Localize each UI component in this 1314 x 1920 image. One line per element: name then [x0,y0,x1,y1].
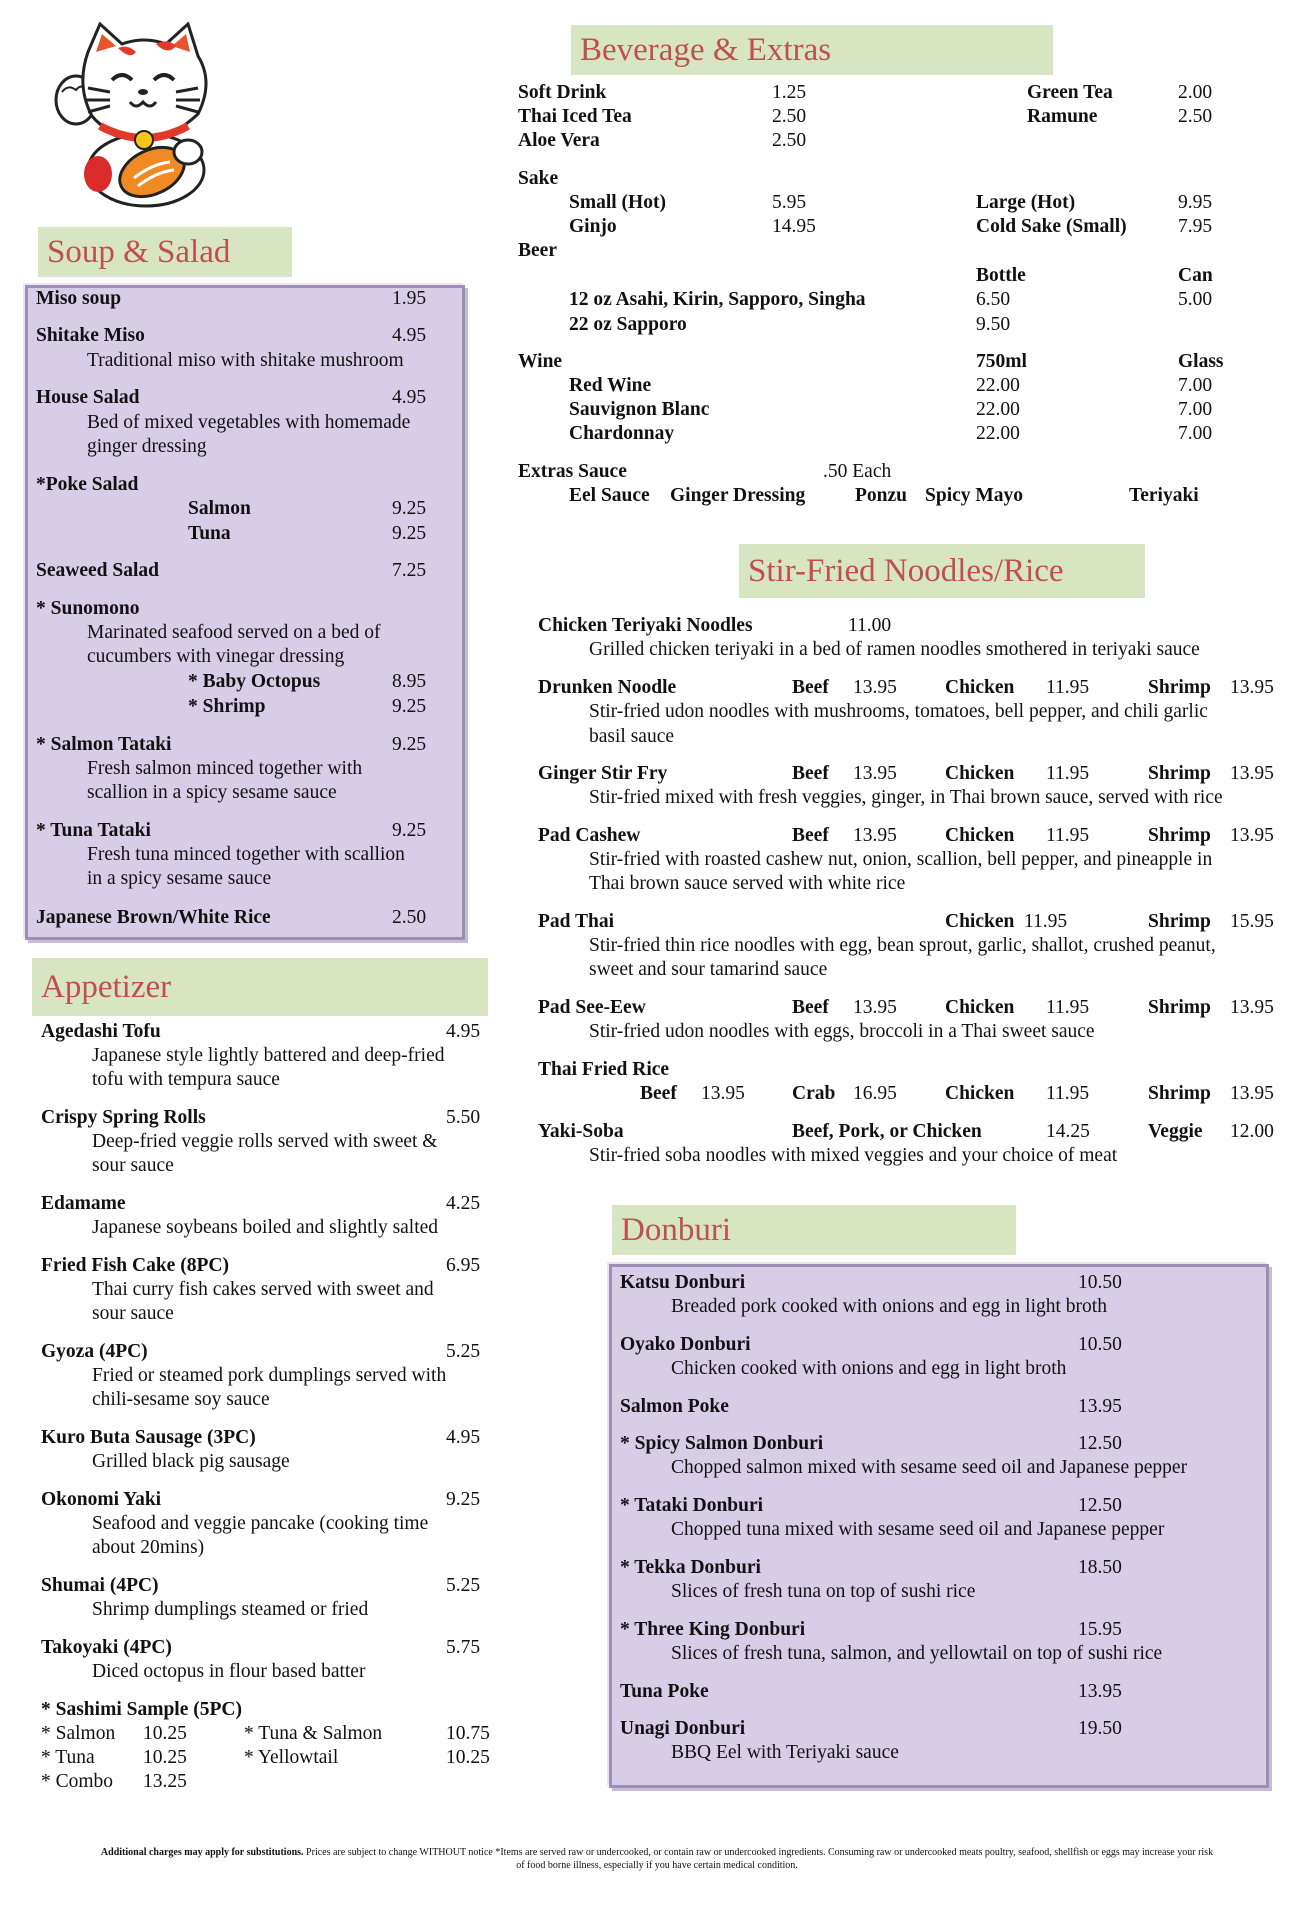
menu-item-desc: sweet and sour tamarind sauce [589,959,828,980]
menu-item-price: 10.75 [446,1723,490,1744]
column-header: Glass [1178,351,1224,372]
menu-item-price: 4.95 [392,325,427,346]
menu-item-price: 11.95 [1046,997,1090,1018]
menu-item-desc: ginger dressing [87,436,207,457]
menu-item-option: * Shrimp [188,696,266,717]
menu-item-name: House Salad [36,387,140,408]
menu-item-price: 15.95 [1230,911,1274,932]
menu-item-price: 9.25 [392,696,427,717]
menu-item-option: * Yellowtail [244,1747,339,1768]
menu-item-price: 13.95 [1230,997,1274,1018]
section-label: Extras Sauce [518,461,627,482]
menu-item-desc: Traditional miso with shitake mushroom [87,350,404,371]
menu-item-name: * Tekka Donburi [620,1557,761,1578]
protein-label: Chicken [945,677,1015,698]
menu-item-desc: Chicken cooked with onions and egg in light broth [671,1358,1067,1379]
menu-item-price: 11.95 [1046,825,1090,846]
menu-item-desc: Diced octopus in flour based batter [92,1661,366,1682]
menu-item-name: Small (Hot) [569,192,666,213]
protein-label: Beef, Pork, or Chicken [792,1121,982,1142]
lucky-cat-icon [48,22,224,212]
menu-item-desc: Breaded pork cooked with onions and egg in light broth [671,1296,1107,1317]
menu-item-desc: Chopped tuna mixed with sesame seed oil and Japanese pepper [671,1519,1165,1540]
menu-item-price: 11.95 [1046,763,1090,784]
menu-item-name: Fried Fish Cake (8PC) [41,1255,229,1276]
menu-item-name: Seaweed Salad [36,560,159,581]
menu-item-price: 22.00 [976,375,1020,396]
menu-item-price: 5.25 [446,1575,481,1596]
menu-item-name: Drunken Noodle [538,677,677,698]
menu-item-desc: basil sauce [589,726,675,747]
menu-item-desc: Shrimp dumplings steamed or fried [92,1599,369,1620]
menu-item-name: * Tuna Tataki [36,820,151,841]
menu-item-name: Green Tea [1027,82,1113,103]
menu-item-name: Large (Hot) [976,192,1076,213]
menu-item-price: 12.50 [1078,1495,1122,1516]
menu-item-name: Kuro Buta Sausage (3PC) [41,1427,256,1448]
menu-item-desc: Japanese soybeans boiled and slightly salted [92,1217,439,1238]
menu-item-desc: Stir-fried udon noodles with mushrooms, tomatoes, bell pepper, and chili garlic [589,701,1208,722]
protein-label: Chicken [945,763,1015,784]
menu-item-price: 14.95 [772,216,816,237]
footer-text: Prices are subject to change WITHOUT notice *Items are served raw or undercooked, or contain raw or undercooked ingredients. Consuming raw or undercooked meats poultry, seafood, shellfish or eggs may increase your risk [303,1847,1214,1858]
menu-item-price: 9.25 [392,734,427,755]
menu-item-desc: Stir-fried mixed with fresh veggies, ginger, in Thai brown sauce, served with rice [589,787,1223,808]
menu-item-desc: Bed of mixed vegetables with homemade [87,412,411,433]
menu-item-name: * Tataki Donburi [620,1495,764,1516]
footer-disclaimer [0,1846,1314,1872]
menu-item-name: Gyoza (4PC) [41,1341,148,1362]
menu-item-name: * Three King Donburi [620,1619,806,1640]
menu-item-desc: Slices of fresh tuna on top of sushi rice [671,1581,976,1602]
protein-label: Beef [792,997,829,1018]
menu-item-price: 11.95 [1046,1083,1090,1104]
section-label: Wine [518,351,563,372]
menu-item-desc: Seafood and veggie pancake (cooking time [92,1513,429,1534]
menu-item-price: 9.25 [392,523,427,544]
menu-item-name: Oyako Donburi [620,1334,751,1355]
menu-item-price: 13.95 [1230,1083,1274,1104]
menu-item-name: Tuna Poke [620,1681,709,1702]
menu-item-price: 12.00 [1230,1121,1274,1142]
protein-label: Shrimp [1148,825,1211,846]
menu-item-name: 22 oz Sapporo [569,314,687,335]
sauce-item: Eel Sauce [569,485,650,506]
menu-item-price: 4.25 [446,1193,481,1214]
menu-item-desc: Thai brown sauce served with white rice [589,873,906,894]
menu-item-option: Salmon [188,498,251,519]
menu-item-price: 7.00 [1178,399,1213,420]
protein-label: Chicken [945,997,1015,1018]
menu-item-name: Salmon Poke [620,1396,729,1417]
menu-item-price: 13.95 [853,825,897,846]
protein-label: Beef [792,825,829,846]
menu-item-desc: Stir-fried soba noodles with mixed veggies and your choice of meat [589,1145,1118,1166]
menu-item-name: Shumai (4PC) [41,1575,159,1596]
menu-item-price: 13.95 [853,677,897,698]
menu-item-name: Chicken Teriyaki Noodles [538,615,753,636]
column-header: Bottle [976,265,1026,286]
menu-item-price: 10.25 [143,1747,187,1768]
menu-item-desc: chili-sesame soy sauce [92,1389,270,1410]
menu-item-name: Edamame [41,1193,126,1214]
menu-item-price: 2.50 [772,106,807,127]
menu-item-name: *Poke Salad [36,474,139,495]
menu-item-name: Okonomi Yaki [41,1489,162,1510]
sauce-item: Ponzu [855,485,908,506]
protein-label: Veggie [1148,1121,1203,1142]
sauce-item: Teriyaki [1129,485,1199,506]
menu-item-price: 11.00 [848,615,892,636]
menu-item-name: Chardonnay [569,423,675,444]
menu-item-price: 8.95 [392,671,427,692]
menu-item-name: * Salmon Tataki [36,734,172,755]
menu-item-price: 10.25 [446,1747,490,1768]
menu-item-name: Japanese Brown/White Rice [36,907,271,928]
menu-item-price: 13.95 [1230,677,1274,698]
menu-item-name: Crispy Spring Rolls [41,1107,206,1128]
menu-item-desc: Fresh salmon minced together with [87,758,363,779]
menu-item-desc: Slices of fresh tuna, salmon, and yellowtail on top of sushi rice [671,1643,1163,1664]
footer-line-1 [0,1846,1314,1859]
menu-item-desc: Stir-fried udon noodles with eggs, broccoli in a Thai sweet sauce [589,1021,1095,1042]
protein-label: Beef [792,677,829,698]
menu-item-price: 13.95 [1230,825,1274,846]
appetizer-header: Appetizer [32,958,488,1016]
menu-item-price: 10.25 [143,1723,187,1744]
menu-item-price: 13.95 [1078,1681,1122,1702]
menu-item-price: 9.25 [392,498,427,519]
menu-item-name: Sauvignon Blanc [569,399,710,420]
menu-item-price: 1.95 [392,288,427,309]
protein-label: Crab [792,1083,836,1104]
menu-item-price: 14.25 [1046,1121,1090,1142]
menu-item-desc: Grilled chicken teriyaki in a bed of ramen noodles smothered in teriyaki sauce [589,639,1200,660]
menu-item-name: Thai Iced Tea [518,106,632,127]
menu-item-price: 9.50 [976,314,1011,335]
menu-item-price: 15.95 [1078,1619,1122,1640]
menu-item-desc: scallion in a spicy sesame sauce [87,782,337,803]
menu-item-name: Ginjo [569,216,617,237]
menu-item-desc: Grilled black pig sausage [92,1451,290,1472]
menu-item-name: Katsu Donburi [620,1272,746,1293]
sauce-item: Spicy Mayo [925,485,1024,506]
menu-item-price: 6.50 [976,289,1011,310]
menu-item-price: 13.95 [853,763,897,784]
menu-item-price: 10.50 [1078,1334,1122,1355]
menu-item-price: 2.00 [1178,82,1213,103]
menu-item-desc: sour sauce [92,1155,174,1176]
menu-item-desc: Thai curry fish cakes served with sweet and [92,1279,434,1300]
footer-bold: Additional charges may apply for substitutions. [100,1847,304,1858]
menu-item-name: 12 oz Asahi, Kirin, Sapporo, Singha [569,289,866,310]
menu-item-price: 5.25 [446,1341,481,1362]
menu-item-name: * Sashimi Sample (5PC) [41,1699,242,1720]
section-label: Sake [518,168,559,189]
menu-item-option: Tuna [188,523,231,544]
soup-salad-header: Soup & Salad [38,227,292,277]
menu-item-name: Agedashi Tofu [41,1021,161,1042]
menu-item-name: Shitake Miso [36,325,145,346]
menu-item-option: * Baby Octopus [188,671,321,692]
menu-item-desc: Marinated seafood served on a bed of [87,622,381,643]
column-header: Can [1178,265,1213,286]
protein-label: Shrimp [1148,677,1211,698]
menu-item-price: 2.50 [392,907,427,928]
menu-item-desc: Fresh tuna minced together with scallion [87,844,405,865]
menu-item-desc: cucumbers with vinegar dressing [87,646,345,667]
menu-item-price: 7.95 [1178,216,1213,237]
menu-item-name: Ginger Stir Fry [538,763,668,784]
menu-item-name: Aloe Vera [518,130,600,151]
noodles-header: Stir-Fried Noodles/Rice [739,544,1145,598]
menu-item-price: 5.95 [772,192,807,213]
menu-item-option: * Salmon [41,1723,116,1744]
section-label: Beer [518,240,557,261]
menu-item-desc: Stir-fried thin rice noodles with egg, bean sprout, garlic, shallot, crushed peanut, [589,935,1216,956]
footer-line-2: of food borne illness, especially if you have certain medical condition. [516,1860,798,1871]
protein-label: Chicken [945,911,1015,932]
menu-item-price: 7.00 [1178,375,1213,396]
menu-item-name: Thai Fried Rice [538,1059,670,1080]
menu-item-desc: tofu with tempura sauce [92,1069,280,1090]
menu-item-desc: Chopped salmon mixed with sesame seed oil and Japanese pepper [671,1457,1188,1478]
menu-item-name: Miso soup [36,288,122,309]
column-header: 750ml [976,351,1027,372]
menu-item-price: 22.00 [976,399,1020,420]
menu-item-price: 2.50 [772,130,807,151]
menu-item-price: 18.50 [1078,1557,1122,1578]
protein-label: Beef [640,1083,677,1104]
menu-item-price: 1.25 [772,82,807,103]
menu-item-price: 7.00 [1178,423,1213,444]
protein-label: Chicken [945,825,1015,846]
menu-item-option: * Combo [41,1771,114,1792]
protein-label: Shrimp [1148,763,1211,784]
menu-item-price: 10.50 [1078,1272,1122,1293]
menu-item-price: 5.50 [446,1107,481,1128]
menu-item-price: 9.95 [1178,192,1213,213]
protein-label: Shrimp [1148,997,1211,1018]
menu-item-desc: in a spicy sesame sauce [87,868,272,889]
menu-item-price: 22.00 [976,423,1020,444]
menu-item-desc: Fried or steamed pork dumplings served with [92,1365,447,1386]
menu-item-price: 16.95 [853,1083,897,1104]
menu-item-name: Soft Drink [518,82,607,103]
menu-item-price: 13.95 [1078,1396,1122,1417]
menu-item-name: Ramune [1027,106,1098,127]
menu-item-desc: Stir-fried with roasted cashew nut, onion, scallion, bell pepper, and pineapple in [589,849,1213,870]
menu-item-price: 4.95 [446,1021,481,1042]
donburi-header: Donburi [612,1205,1016,1255]
menu-item-price: 19.50 [1078,1718,1122,1739]
menu-item-name: Pad See-Eew [538,997,646,1018]
protein-label: Shrimp [1148,1083,1211,1104]
menu-item-option: * Tuna [41,1747,95,1768]
menu-item-option: * Tuna & Salmon [244,1723,383,1744]
protein-label: Chicken [945,1083,1015,1104]
menu-item-price: 5.75 [446,1637,481,1658]
beverage-header: Beverage & Extras [571,25,1053,75]
menu-item-price: 4.95 [446,1427,481,1448]
menu-item-name: Unagi Donburi [620,1718,746,1739]
menu-item-name: Yaki-Soba [538,1121,624,1142]
menu-item-name: * Sunomono [36,598,140,619]
menu-item-name: Pad Thai [538,911,615,932]
menu-item-name: Takoyaki (4PC) [41,1637,172,1658]
menu-item-price: 4.95 [392,387,427,408]
protein-label: Shrimp [1148,911,1211,932]
menu-item-price: 2.50 [1178,106,1213,127]
menu-item-price: 12.50 [1078,1433,1122,1454]
menu-item-desc: about 20mins) [92,1537,205,1558]
protein-label: Beef [792,763,829,784]
menu-item-price: 7.25 [392,560,427,581]
menu-item-desc: Deep-fried veggie rolls served with sweet & [92,1131,438,1152]
sauce-item: Ginger Dressing [670,485,806,506]
menu-item-price: 13.95 [853,997,897,1018]
menu-item-price: 5.00 [1178,289,1213,310]
menu-item-price: .50 Each [823,461,892,482]
menu-item-price: 13.95 [1230,763,1274,784]
menu-item-price: 11.95 [1046,677,1090,698]
menu-item-price: 13.95 [701,1083,745,1104]
menu-item-name: * Spicy Salmon Donburi [620,1433,824,1454]
menu-item-name: Cold Sake (Small) [976,216,1127,237]
menu-item-name: Red Wine [569,375,652,396]
menu-item-desc: Japanese style lightly battered and deep-fried [92,1045,445,1066]
menu-item-name: Pad Cashew [538,825,641,846]
menu-item-price: 11.95 [1024,911,1068,932]
menu-item-price: 13.25 [143,1771,187,1792]
menu-item-desc: sour sauce [92,1303,174,1324]
menu-item-price: 9.25 [392,820,427,841]
menu-item-desc: BBQ Eel with Teriyaki sauce [671,1742,899,1763]
menu-item-price: 6.95 [446,1255,481,1276]
menu-item-price: 9.25 [446,1489,481,1510]
